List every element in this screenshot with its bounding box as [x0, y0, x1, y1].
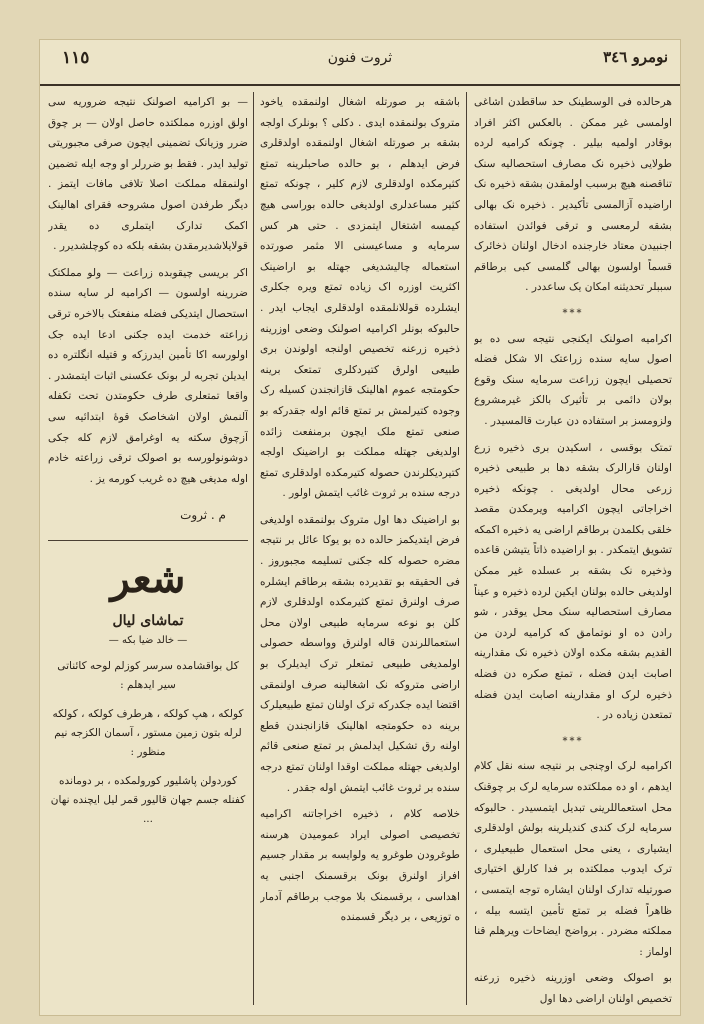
poem-stanza: کوردولن پاشلیور کورولمکده ، بر دومانده کفنله جسم جهان قالیور قمر لیل ایچنده نهان ...	[50, 774, 246, 825]
newspaper-page	[40, 40, 680, 1015]
issue-number: نومرو ٣٤٦	[603, 48, 668, 66]
poem-stanza: کل بواقشامده سرسر کوزلم لوحه کائناتی سیر ایدهلم :	[57, 659, 239, 691]
poetry-section-heading: شعر	[110, 554, 186, 602]
paragraph: خلاصه کلام ، ذخیره اخراجاتنه اکرامیه تخصیصی اصولی ایراد عمومیدن هرسنه طوغرودن طوغرو یه ولوایسه بر مقدار جسیم افراز اولنرق بونک برقسمنک اجنبی یه اهداسی ، برقسمنک بلا موجب برطاقم آدمار ه توزیعی ، بر دیگر قسمنده	[260, 808, 460, 924]
section-divider	[48, 540, 248, 541]
section-separator: ***	[562, 307, 584, 319]
poem-dedication: — خالد ضیا بکه —	[108, 634, 188, 646]
section-separator: ***	[562, 735, 584, 747]
paragraph: — بو اکرامیه اصولنک نتیجه ضروریه سی اولق اوزره مملکتده حاصل اولان — بر چوق ضرر وزیانک تضمینی ایچون صرفی مجبوریتی تولید ایدر . فقط بو ضررلر او وجه ایله تضمین اولنمقله مملکت اصلا تلافی مافات ایتمز . دیگر طرفدن اصول مشروحه فقرای اهالینک اکمک تدارک ایتملری ده یقدر قولایلاشدیرمقدن بشقه بلکه ده کوچلشدیرر .	[48, 96, 248, 253]
column-rule	[466, 92, 467, 1005]
journal-title: ثروت فنون	[327, 50, 393, 66]
paragraph: بو اراضینک دها اول متروک بولنمقده اولدیغی فرض ایتدیکمز حالده ده بو یوکا عائل بر نتیجه مضره حصوله کله جکنی تسلیمه مجبوروز . فی الحقیقه بو تقدیرده بشقه برطاقم ایشلره صرف اولنرق تمتع کثیرمکده اولدقلری لازم کلن بو نوعه سرمایه طبیعی اولان محل استعماللرندن قاله اولنرق وواسطه حصولی اولمدیغی طبیعی تمتعلر ترک ایدیلرک بو اراضی متروکه نک اشغالینه صرف اولنمقی اقتضا ایده جکدرکه ترک اولنان تمتع طبیعیلرک برینه ده حکومتجه اهالینک قازانجندن قطع اولنه رق تشکیل ایدلمش بر تمتع صنعی قائم اولدیغی جهتله مملکت اوقدا اولنان تمتع درجه سنده بر ثروت غائب ایتمش اوله جقدر .	[260, 513, 460, 794]
paragraph: اکر بریسی چیقوبده زراعت — ولو مملکتک ضررینه اولسون — اکرامیه لر سایه سنده استحصال ایتدیکی فضله منفعتک بالاخره ترقی زراعته خدمت ایده جکنی ادعا ایده جک اولورسه اکا تأمین ایدرزکه و قتیله انگلتره ده ایدیلن تجربه لر بونک عکسنی اثبات ایتمشدر . واقعا تمتعلری طرف حکومتدن تحت تکفله آلنمش اولان اشخاصک قوۀ ابتدائیه سی آزچوق سکته یه اوغرامق لازم کله جکی دوشونولورسه بو اصولک ترقی زراعته خادم اوله مدیغی هیچ ده غریب کورمه یز .	[48, 266, 248, 485]
poem-stanza: کولکه ، هپ کولکه ، هرطرف کولکه ، کولکه لرله بتون زمین مستور ، آسمان الکزجه نیم منظور :	[52, 707, 244, 758]
paragraph: تمتک بوقسی ، اسکیدن بری ذخیره زرع اولنان قارالرک بشقه دها بر طبیعی ذخیره زرعی محال اولدیغی . چونکه ذخیره اخراجاتی ایچون اکرامیه ویرمکدن مقصد خلقی بکلمدن برطاقم اراضی یه ذخیره اکمکه تشویق ایتمکدر . بو اراضیده ذاتاً یتیشن قاعده وذخیره نک بشقه بر عسلده غیر ممکن اولدیغی حالده بولنان ایکین لرده ذخیره و عیناً مصارف استحصالیه سنک محل یوقدر ، شو رادن ده او نوتمامق که کرامیه لردن من القدیم بشقه مکده اولان ذخیره نک مقدارینه اصابت ایدن فضله ، تمتع صکره دن فضله ذخیره لرک او مقدارینه اصابت ایدن فضله تمتعدن زیاده در .	[474, 441, 672, 722]
paragraph: اکرامیه اصولنک ایکنجی نتیجه سی ده بو اصول سایه سنده زراعتک الا شکل فضله تحصیلی ایچون زراعت سرمایه سنک وقوع بولان دائمی بر تأثیرک بالکز غیرمشروع ولزومسز بر استفاده دن عبارت قالمسیدر .	[474, 332, 672, 427]
page-header	[40, 40, 680, 86]
text-column-right	[474, 92, 672, 1005]
text-column-left	[48, 92, 248, 1005]
paragraph: اکرامیه لرک اوچنجی بر نتیجه سنه نقل کلام ایدهم ، او ده مملکتده سرمایه لرک بر چوقنک محل استعماللرینی تبدیل ایتمسیدر . حالبوکه سرمایه لرک کندی کندیلرینه بولش اولدقلری ایشیاری ، یعنی محل استعمال طبیعیلری ، ترک ایدوب مملکتده بر فدا کارلق اختیاری صورتیله تدارک اولنان ایشاره توجه ایتمسی ، ظاهراً فضله بر تمتع تأمین ایتسه بیله ، مملکته مضردر . برواضح ایضاحات ویرهلم قنا اولماز :	[474, 760, 672, 958]
column-rule	[253, 92, 254, 1005]
text-column-middle	[260, 92, 460, 1005]
paragraph: هرحالده فی الوسطینک حد ساقطدن اشاغی اولمسی غیر ممکن . بالعکس اکثر افراد بوقادر اولمیه بیلیر . چونکه کرامیه لرده طولایی ذخیره نک مصارف استحصالیه سنک تناقصنه هیچ برسبب اولمقدن بشقه ذخیره نک اراضیده آزالمسی تأکیدیر . ذخیره نک بهالی بشقه لرمعسی و ترقی فوائدن استفاده اجنبیدن معتاد خارجنده ادخال اولنان ذخائرک قسماً اولسون بهالی گلمسی کبی برطاقم سببلر تحدیثنه امکان یک ساعددر .	[474, 96, 672, 294]
paragraph: بو اصولک وضعی اوزرینه ذخیره زرعنه تخصیص اولنان اراضی دها اول	[474, 972, 672, 1005]
poem-title: تماشای لیال	[112, 612, 184, 629]
author-signature: م . ثروت	[180, 508, 226, 523]
paragraph: باشقه بر صورتله اشغال اولنمقده یاخود متروک بولنمقده ایدی . دکلی ؟ بونلرک اولجه بشقه بر صورتله اشغال اولنمقده اولدقلری فرض ایدهلم ، بو حالده صاحبلرینه تمتع کثیرمکده اولدقلری لازم کلیر ، چونکه تمتع کثیر مساعدلری اولدیغی حالده بوراسی هیچ کیمسه اشتغال ایتمزدی . حتی هر کس سرمایه و مساعیسنی الا مثمر صورتده استعماله چالیشدیغی جهتله بو اراضینک اکثریت اوزره اک زیاده تمتع ویره جکلری ایشلرده قوللانلمقده اولدقلری ایجاب ایدر . حالبوکه بونلر اکرامیه اصولنک وضعی اوزرینه ذخیره زرعنه تخصیص اولنجه اولوندن بری طبیعی اولرق کتیردکلری تمتعک برینه حکومتجه عموم اهالینک قازانجندن کسیله رک وجوده کتیرلمش بر تمتع قائم اوله جقدرکه بو صنعی تمتع ملک ایچون برمنفعت زائده اولدیغی جهتله مملکت بو اراضینک اولجه کتیردیکلرندن حصوله کتیرمکده اولدقلری تمتع درجه سنده بر ثروت غائب ایتمش اولور .	[260, 96, 460, 500]
page-number: ١١٥	[62, 48, 90, 68]
